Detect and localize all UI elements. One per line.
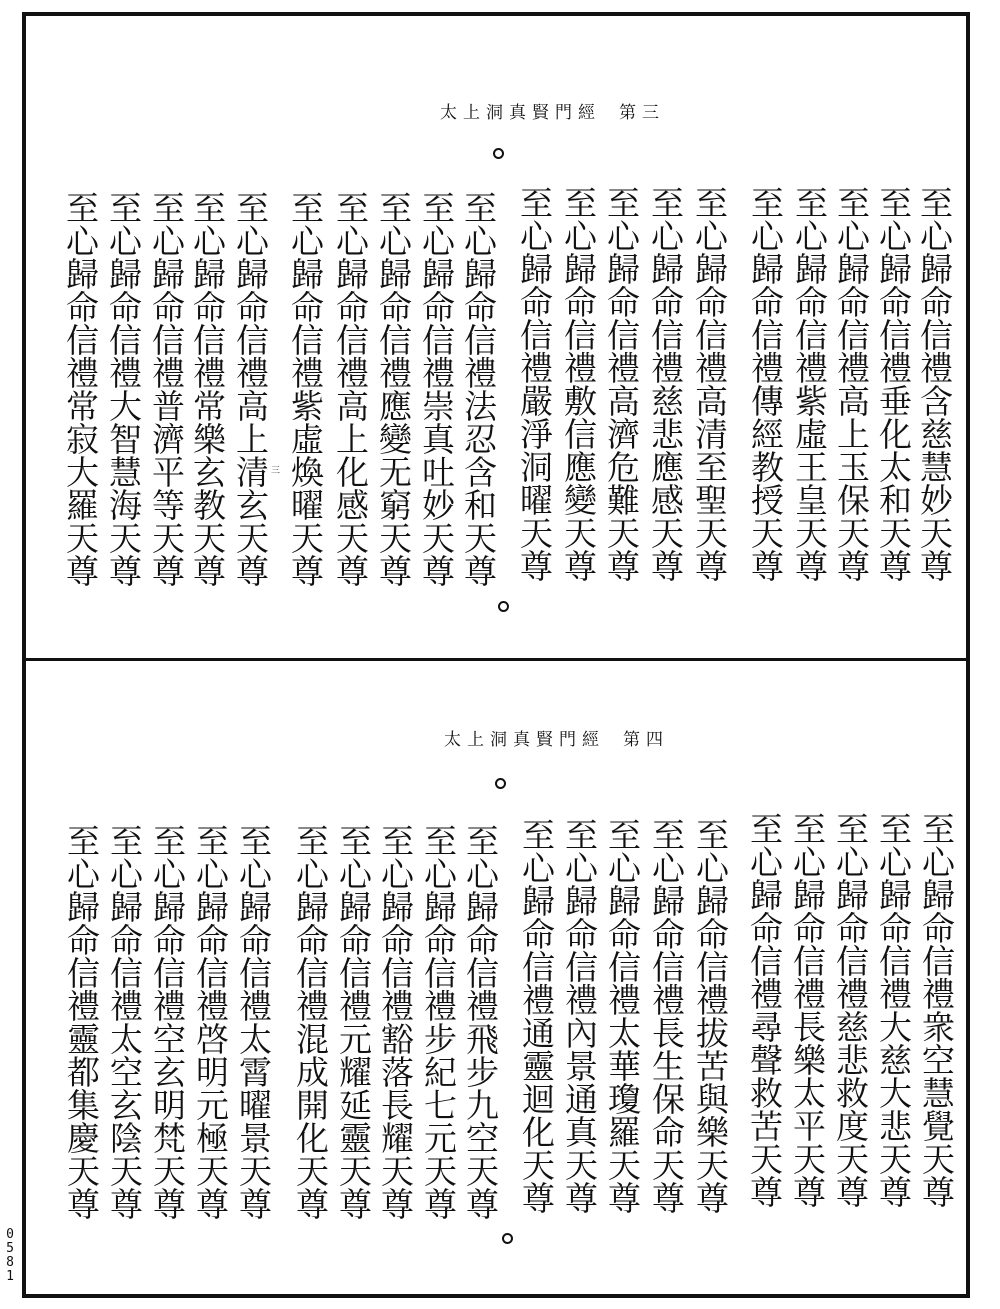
header-page: 第四: [623, 730, 669, 750]
verse-column: 至心歸命信禮太霄曜景天尊: [234, 824, 273, 1220]
verse-column: 至心歸命信禮飛步九空天尊: [461, 824, 500, 1220]
verse-column: 至心歸命信禮普濟平等天尊: [147, 191, 186, 587]
verse-column: 至心歸命信禮太空玄陰天尊: [105, 824, 144, 1220]
verse-column: 至心歸命信禮紫虛王皇天尊: [790, 186, 829, 582]
header-title: 太上洞真賢門經: [440, 103, 601, 123]
verse-column: 至心歸命信禮法忍含和天尊: [459, 191, 498, 587]
circle-mark: [495, 778, 506, 789]
verse-column: 至心歸命信禮太華瓊羅天尊: [603, 818, 642, 1214]
verse-column: 至心歸命信禮衆空慧覺天尊: [917, 812, 956, 1208]
header-title: 太上洞真賢門經: [444, 730, 605, 750]
verse-column: 至心歸命信禮元耀延靈天尊: [334, 824, 373, 1220]
sheet-header: [440, 98, 665, 123]
verse-column: 至心歸命信禮大智慧海天尊: [104, 191, 143, 587]
verse-column: 至心歸命信禮高上清玄天尊: [231, 191, 270, 587]
verse-column: 至心歸命信禮慈悲應感天尊: [646, 186, 685, 582]
sheet-divider: [22, 658, 970, 661]
verse-column: 至心歸命信禮大慈大悲天尊: [874, 812, 913, 1208]
verse-column: 至心歸命信禮通靈迴化天尊: [517, 818, 556, 1214]
circle-mark: [502, 1233, 513, 1244]
verse-column: 至心歸命信禮敷信應變天尊: [559, 186, 598, 582]
verse-column: 至心歸命信禮靈都集慶天尊: [62, 824, 101, 1220]
verse-column: 至心歸命信禮尋聲救苦天尊: [745, 812, 784, 1208]
verse-column: 至心歸命信禮混成開化天尊: [291, 824, 330, 1220]
verse-column: 至心歸命信禮垂化太和天尊: [874, 186, 913, 582]
margin-page-number: 0581: [6, 1227, 14, 1284]
verse-column: 至心歸命信禮內景通真天尊: [560, 818, 599, 1214]
verse-column: 至心歸命信禮傳經教授天尊: [746, 186, 785, 582]
verse-column: 至心歸命信禮高上玉保天尊: [832, 186, 871, 582]
verse-column: 至心歸命信禮高上化感天尊: [331, 191, 370, 587]
sheet-header: [444, 725, 669, 750]
verse-column: 至心歸命信禮空玄明梵天尊: [148, 824, 187, 1220]
verse-column: 至心歸命信禮慈悲救度天尊: [831, 812, 870, 1208]
verse-column: 至心歸命信禮崇真吐妙天尊: [417, 191, 456, 587]
verse-column: 至心歸命信禮含慈慧妙天尊: [915, 186, 954, 582]
verse-column: 至心歸命信禮長樂太平天尊: [788, 812, 827, 1208]
verse-column: 至心歸命信禮常樂玄教天尊: [188, 191, 227, 587]
verse-column: 至心歸命信禮拔苦與樂天尊: [691, 818, 730, 1214]
header-page: 第三: [619, 103, 665, 123]
verse-column: 至心歸命信禮高濟危難天尊: [602, 186, 641, 582]
verse-column: 至心歸命信禮高清至聖天尊: [690, 186, 729, 582]
verse-column: 至心歸命信禮嚴淨洞曜天尊: [515, 186, 554, 582]
verse-column: 至心歸命信禮步紀七元天尊: [419, 824, 458, 1220]
verse-column: 至心歸命信禮常寂大羅天尊: [61, 191, 100, 587]
verse-column: 至心歸命信禮長生保命天尊: [647, 818, 686, 1214]
verse-column: 至心歸命信禮應變无窮天尊: [374, 191, 413, 587]
verse-column: 至心歸命信禮紫虛煥曜天尊: [286, 191, 325, 587]
verse-column: 至心歸命信禮豁落長耀天尊: [376, 824, 415, 1220]
circle-mark: [493, 148, 504, 159]
circle-mark: [498, 601, 509, 612]
verse-column: 至心歸命信禮啓明元極天尊: [191, 824, 230, 1220]
margin-note: 三: [269, 465, 279, 474]
